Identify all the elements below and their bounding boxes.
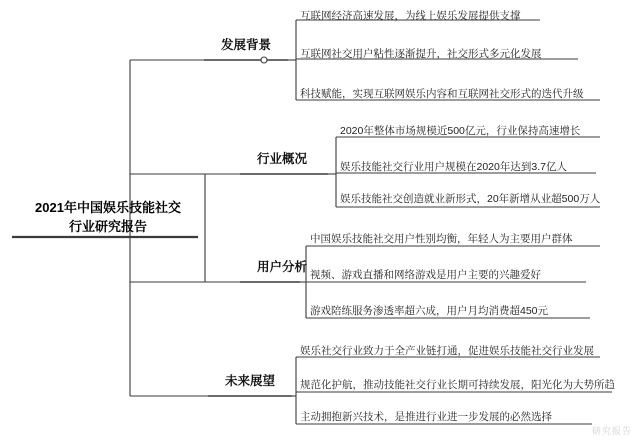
leaf-1-2[interactable]: 互联网社交用户粘性逐渐提升，社交形式多元化发展 [300,48,542,60]
branch-label-1[interactable]: 发展背景 [220,38,271,52]
leaf-4-3[interactable]: 主动拥抱新兴技术，是推进行业进一步发展的必然选择 [300,411,552,423]
branch-label-4[interactable]: 未来展望 [224,374,275,388]
leaf-4-1[interactable]: 娱乐社交行业致力于全产业链打通，促进娱乐技能社交行业发展 [300,345,594,357]
leaf-1-1[interactable]: 互联网经济高速发展，为线上娱乐发展提供支撑 [300,10,521,22]
branch-label-3[interactable]: 用户分析 [256,260,307,274]
leaf-2-2[interactable]: 娱乐技能社交行业用户规模在2020年达到3.7亿人 [340,161,567,173]
leaf-1-3[interactable]: 科技赋能，实现互联网娱乐内容和互联网社交形式的迭代升级 [300,88,584,100]
leaf-4-2[interactable]: 规范化护航，推动技能社交行业长期可持续发展，阳光化为大势所趋 [300,379,615,391]
leaf-3-3[interactable]: 游戏陪练服务渗透率超六成，用户月均消费超450元 [310,305,549,317]
leaf-3-1[interactable]: 中国娱乐技能社交用户性别均衡，年轻人为主要用户群体 [310,233,573,245]
leaf-2-1[interactable]: 2020年整体市场规模近500亿元，行业保持高速增长 [340,125,581,137]
leaf-2-3[interactable]: 娱乐技能社交创造就业新形式，20年新增从业超500万人 [340,193,601,205]
leaf-3-2[interactable]: 视频、游戏直播和网络游戏是用户主要的兴趣爱好 [310,269,541,281]
branch-label-2[interactable]: 行业概况 [256,152,307,166]
watermark: 研究报告 [591,426,632,436]
root-node[interactable]: 2021年中国娱乐技能社交 行业研究报告 [35,200,181,234]
